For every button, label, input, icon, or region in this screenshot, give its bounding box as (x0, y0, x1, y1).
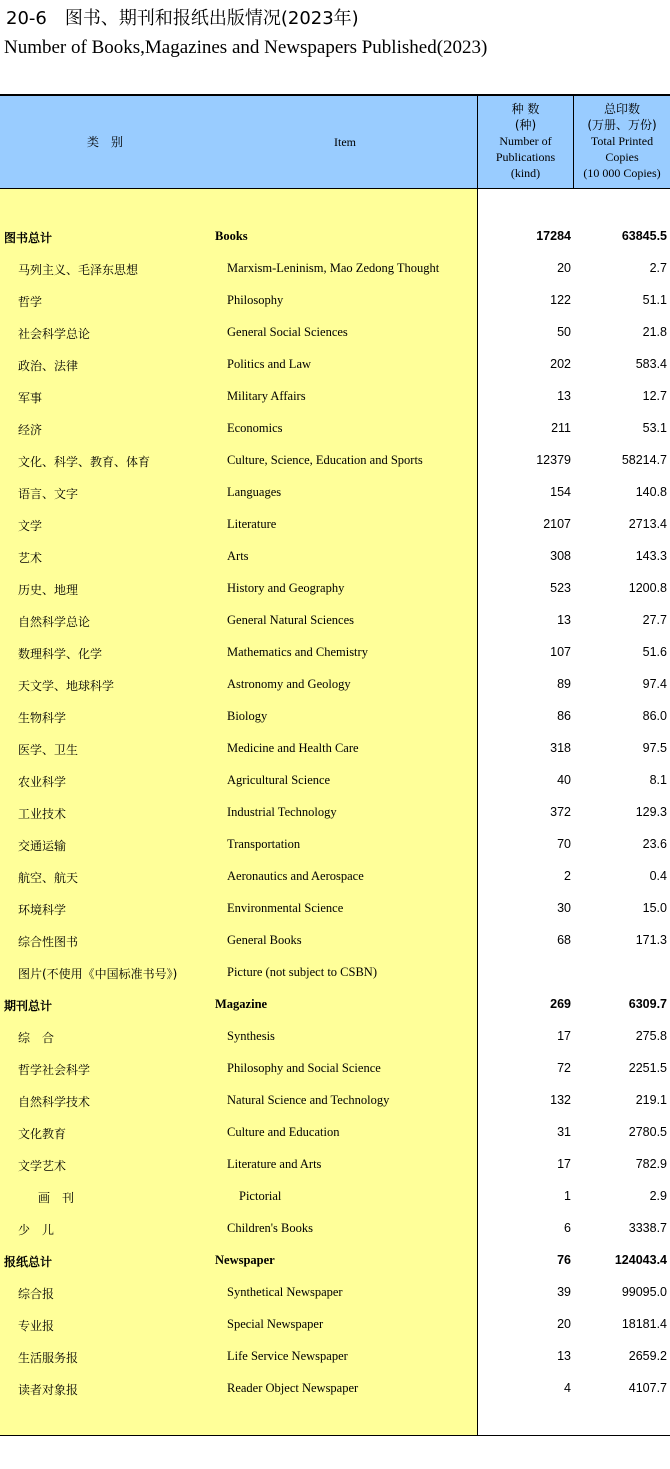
row-category-cn: 军事 (18, 391, 43, 405)
row-total-printed-copies: 0.4 (649, 869, 667, 883)
row-item-en: Natural Science and Technology (227, 1093, 390, 1107)
row-category-cn: 医学、卫生 (18, 743, 79, 757)
table-row (0, 508, 670, 540)
row-number-of-publications: 523 (550, 581, 571, 595)
row-number-of-publications: 20 (557, 261, 571, 275)
row-category-cn: 政治、法律 (18, 359, 79, 373)
row-total-printed-copies: 63845.5 (621, 229, 667, 243)
row-item-en: Biology (227, 709, 268, 723)
row-number-of-publications: 13 (557, 389, 571, 403)
row-item-en: Synthetical Newspaper (227, 1285, 343, 1299)
row-category-cn: 综 合 (18, 1031, 55, 1045)
table-row (0, 796, 670, 828)
row-number-of-publications: 76 (557, 1253, 571, 1267)
row-number-of-publications: 39 (557, 1285, 571, 1299)
row-item-en: Life Service Newspaper (227, 1349, 348, 1363)
row-category-cn: 语言、文字 (18, 487, 79, 501)
header-line: 种 数 (511, 102, 540, 116)
row-item-en: Arts (227, 549, 249, 563)
table-row (0, 604, 670, 636)
row-total-printed-copies: 2780.5 (628, 1125, 667, 1139)
row-total-printed-copies: 2.9 (649, 1189, 667, 1203)
row-number-of-publications: 122 (550, 293, 571, 307)
row-number-of-publications: 211 (551, 421, 571, 435)
row-item-en: General Social Sciences (227, 325, 348, 339)
table-row (0, 892, 670, 924)
row-category-cn: 航空、航天 (18, 871, 79, 885)
row-category-cn: 少 儿 (18, 1223, 55, 1237)
row-total-printed-copies: 2659.2 (628, 1349, 667, 1363)
table-row (0, 220, 670, 252)
row-item-en: Agricultural Science (227, 773, 331, 787)
row-total-printed-copies: 3338.7 (628, 1221, 667, 1235)
row-category-cn: 自然科学技术 (18, 1095, 91, 1109)
table-row (0, 1372, 670, 1404)
row-item-en: Synthesis (227, 1029, 275, 1043)
header-line: Copies (605, 150, 639, 164)
table-row (0, 700, 670, 732)
row-category-cn: 读者对象报 (18, 1383, 79, 1397)
row-total-printed-copies: 23.6 (642, 837, 667, 851)
row-item-en: Marxism-Leninism, Mao Zedong Thought (227, 261, 440, 275)
row-number-of-publications: 4 (564, 1381, 571, 1395)
row-item-en: History and Geography (227, 581, 345, 595)
row-category-cn: 画 刊 (38, 1191, 75, 1205)
row-total-printed-copies: 1200.8 (628, 581, 667, 595)
header-line: (种) (514, 118, 537, 132)
row-number-of-publications: 269 (550, 997, 571, 1011)
header-line: Publications (495, 150, 556, 164)
table-row (0, 316, 670, 348)
row-number-of-publications: 30 (557, 901, 571, 915)
header-line: (kind) (510, 166, 541, 180)
row-category-cn: 文化、科学、教育、体育 (18, 455, 151, 469)
row-number-of-publications: 132 (550, 1093, 571, 1107)
row-item-en: Mathematics and Chemistry (227, 645, 368, 659)
row-total-printed-copies: 51.6 (642, 645, 667, 659)
row-category-cn: 艺术 (18, 551, 43, 565)
row-number-of-publications: 70 (557, 837, 571, 851)
table-row (0, 988, 670, 1020)
row-number-of-publications: 31 (557, 1125, 571, 1139)
row-number-of-publications: 372 (550, 805, 571, 819)
header-line: Number of (499, 134, 552, 148)
table-row (0, 252, 670, 284)
table-row (0, 348, 670, 380)
row-item-en: Pictorial (239, 1189, 282, 1203)
row-number-of-publications: 154 (550, 485, 571, 499)
row-item-en: Reader Object Newspaper (227, 1381, 359, 1395)
row-item-en: Medicine and Health Care (227, 741, 359, 755)
row-total-printed-copies: 53.1 (642, 421, 667, 435)
table-body (0, 220, 670, 1404)
row-number-of-publications: 13 (557, 1349, 571, 1363)
row-number-of-publications: 12379 (536, 453, 571, 467)
row-number-of-publications: 17284 (536, 229, 571, 243)
row-category-cn: 自然科学总论 (18, 615, 91, 629)
row-category-cn: 交通运输 (18, 839, 67, 853)
table-row (0, 1244, 670, 1276)
row-category-cn: 图书总计 (4, 231, 53, 245)
row-category-cn: 环境科学 (18, 903, 67, 917)
row-category-cn: 经济 (18, 423, 43, 437)
row-category-cn: 综合性图书 (18, 935, 79, 949)
row-number-of-publications: 1 (564, 1189, 571, 1203)
row-total-printed-copies: 58214.7 (621, 453, 667, 467)
row-total-printed-copies: 219.1 (635, 1093, 667, 1107)
table-row (0, 476, 670, 508)
table-row (0, 380, 670, 412)
row-category-cn: 文学 (18, 519, 43, 533)
table-row (0, 764, 670, 796)
row-category-cn: 期刊总计 (4, 999, 53, 1013)
row-total-printed-copies: 86.0 (642, 709, 667, 723)
bottom-rule (0, 1435, 670, 1436)
table-row (0, 668, 670, 700)
table-row (0, 860, 670, 892)
header-number-of-publications (478, 101, 573, 181)
row-total-printed-copies: 12.7 (642, 389, 667, 403)
row-item-en: General Books (227, 933, 302, 947)
row-item-en: Philosophy (227, 293, 284, 307)
row-total-printed-copies: 21.8 (642, 325, 667, 339)
row-item-en: Environmental Science (227, 901, 344, 915)
row-number-of-publications: 50 (557, 325, 571, 339)
row-item-en: Picture (not subject to CSBN) (227, 965, 377, 979)
row-item-en: Literature (227, 517, 277, 531)
row-number-of-publications: 89 (557, 677, 571, 691)
row-total-printed-copies: 97.4 (642, 677, 667, 691)
row-total-printed-copies: 583.4 (635, 357, 667, 371)
row-number-of-publications: 2107 (543, 517, 571, 531)
row-category-cn: 文学艺术 (18, 1159, 67, 1173)
row-total-printed-copies: 140.8 (635, 485, 667, 499)
row-item-en: Magazine (215, 997, 268, 1011)
table-row (0, 444, 670, 476)
row-number-of-publications: 318 (550, 741, 571, 755)
row-number-of-publications: 17 (557, 1029, 571, 1043)
row-item-en: Philosophy and Social Science (227, 1061, 381, 1075)
table-row (0, 540, 670, 572)
table-title-chinese: 20-6 图书、期刊和报纸出版情况(2023年) (6, 8, 359, 29)
row-total-printed-copies: 18181.4 (621, 1317, 667, 1331)
row-item-en: Literature and Arts (227, 1157, 322, 1171)
row-item-en: Astronomy and Geology (227, 677, 351, 691)
row-total-printed-copies: 97.5 (642, 741, 667, 755)
row-item-en: Languages (227, 485, 282, 499)
row-total-printed-copies: 2.7 (649, 261, 667, 275)
row-item-en: Newspaper (215, 1253, 275, 1267)
table-row (0, 1180, 670, 1212)
row-item-en: Culture, Science, Education and Sports (227, 453, 423, 467)
row-category-cn: 综合报 (18, 1287, 55, 1301)
row-category-cn: 报纸总计 (4, 1255, 53, 1269)
row-number-of-publications: 68 (557, 933, 571, 947)
table-row (0, 284, 670, 316)
header-total-printed-copies (574, 101, 670, 181)
row-number-of-publications: 202 (550, 357, 571, 371)
header-line: (万册、万份) (587, 118, 657, 132)
row-total-printed-copies: 4107.7 (628, 1381, 667, 1395)
header-line: (10 000 Copies) (583, 166, 661, 180)
header-item: Item (334, 135, 356, 149)
row-category-cn: 数理科学、化学 (18, 647, 103, 661)
row-category-cn: 社会科学总论 (18, 327, 91, 341)
row-category-cn: 专业报 (18, 1319, 55, 1333)
table-row (0, 956, 670, 988)
row-total-printed-copies: 51.1 (642, 293, 667, 307)
row-total-printed-copies: 171.3 (635, 933, 667, 947)
row-number-of-publications: 13 (557, 613, 571, 627)
table-row (0, 1340, 670, 1372)
table-row (0, 1052, 670, 1084)
table-row (0, 732, 670, 764)
header-line: 总印数 (603, 102, 640, 116)
row-total-printed-copies: 782.9 (635, 1157, 667, 1171)
row-category-cn: 天文学、地球科学 (18, 679, 115, 693)
row-category-cn: 文化教育 (18, 1127, 67, 1141)
row-number-of-publications: 107 (550, 645, 571, 659)
row-category-cn: 工业技术 (18, 807, 67, 821)
table-row (0, 828, 670, 860)
row-category-cn: 马列主义、毛泽东思想 (18, 263, 139, 277)
table-row (0, 924, 670, 956)
row-number-of-publications: 20 (557, 1317, 571, 1331)
row-item-en: Politics and Law (227, 357, 312, 371)
row-number-of-publications: 17 (557, 1157, 571, 1171)
table-row (0, 636, 670, 668)
row-category-cn: 图片(不使用《中国标准书号》) (18, 967, 178, 981)
table-row (0, 412, 670, 444)
row-total-printed-copies: 275.8 (635, 1029, 667, 1043)
row-total-printed-copies: 124043.4 (614, 1253, 667, 1267)
table-row (0, 1148, 670, 1180)
row-category-cn: 哲学 (18, 295, 43, 309)
row-total-printed-copies: 99095.0 (621, 1285, 667, 1299)
row-number-of-publications: 40 (557, 773, 571, 787)
row-total-printed-copies: 6309.7 (628, 997, 667, 1011)
row-item-en: Children's Books (227, 1221, 313, 1235)
row-category-cn: 历史、地理 (18, 583, 79, 597)
row-item-en: Aeronautics and Aerospace (227, 869, 364, 883)
header-line: Total Printed (590, 134, 654, 148)
row-number-of-publications: 2 (564, 869, 571, 883)
table-row (0, 1276, 670, 1308)
row-category-cn: 农业科学 (18, 775, 67, 789)
row-item-en: Industrial Technology (227, 805, 337, 819)
row-total-printed-copies: 8.1 (649, 773, 667, 787)
table-row (0, 1084, 670, 1116)
table-row (0, 1020, 670, 1052)
table-title-english: Number of Books,Magazines and Newspapers Published(2023) (4, 37, 488, 58)
row-item-en: Transportation (227, 837, 301, 851)
row-number-of-publications: 308 (550, 549, 571, 563)
row-total-printed-copies: 27.7 (642, 613, 667, 627)
row-item-en: Economics (227, 421, 283, 435)
row-item-en: Special Newspaper (227, 1317, 324, 1331)
row-item-en: Culture and Education (227, 1125, 340, 1139)
row-item-en: Books (215, 229, 248, 243)
row-number-of-publications: 86 (557, 709, 571, 723)
table-row (0, 572, 670, 604)
row-number-of-publications: 6 (564, 1221, 571, 1235)
header-category-cn: 类 别 (86, 135, 123, 149)
row-total-printed-copies: 15.0 (642, 901, 667, 915)
row-total-printed-copies: 129.3 (635, 805, 667, 819)
row-number-of-publications: 72 (557, 1061, 571, 1075)
row-item-en: General Natural Sciences (227, 613, 355, 627)
table-row (0, 1116, 670, 1148)
row-item-en: Military Affairs (227, 389, 306, 403)
table-row (0, 1308, 670, 1340)
row-category-cn: 生物科学 (18, 711, 67, 725)
row-total-printed-copies: 2713.4 (628, 517, 667, 531)
row-total-printed-copies: 2251.5 (628, 1061, 667, 1075)
table-row (0, 1212, 670, 1244)
row-category-cn: 哲学社会科学 (18, 1063, 91, 1077)
row-total-printed-copies: 143.3 (635, 549, 667, 563)
row-category-cn: 生活服务报 (18, 1351, 79, 1365)
